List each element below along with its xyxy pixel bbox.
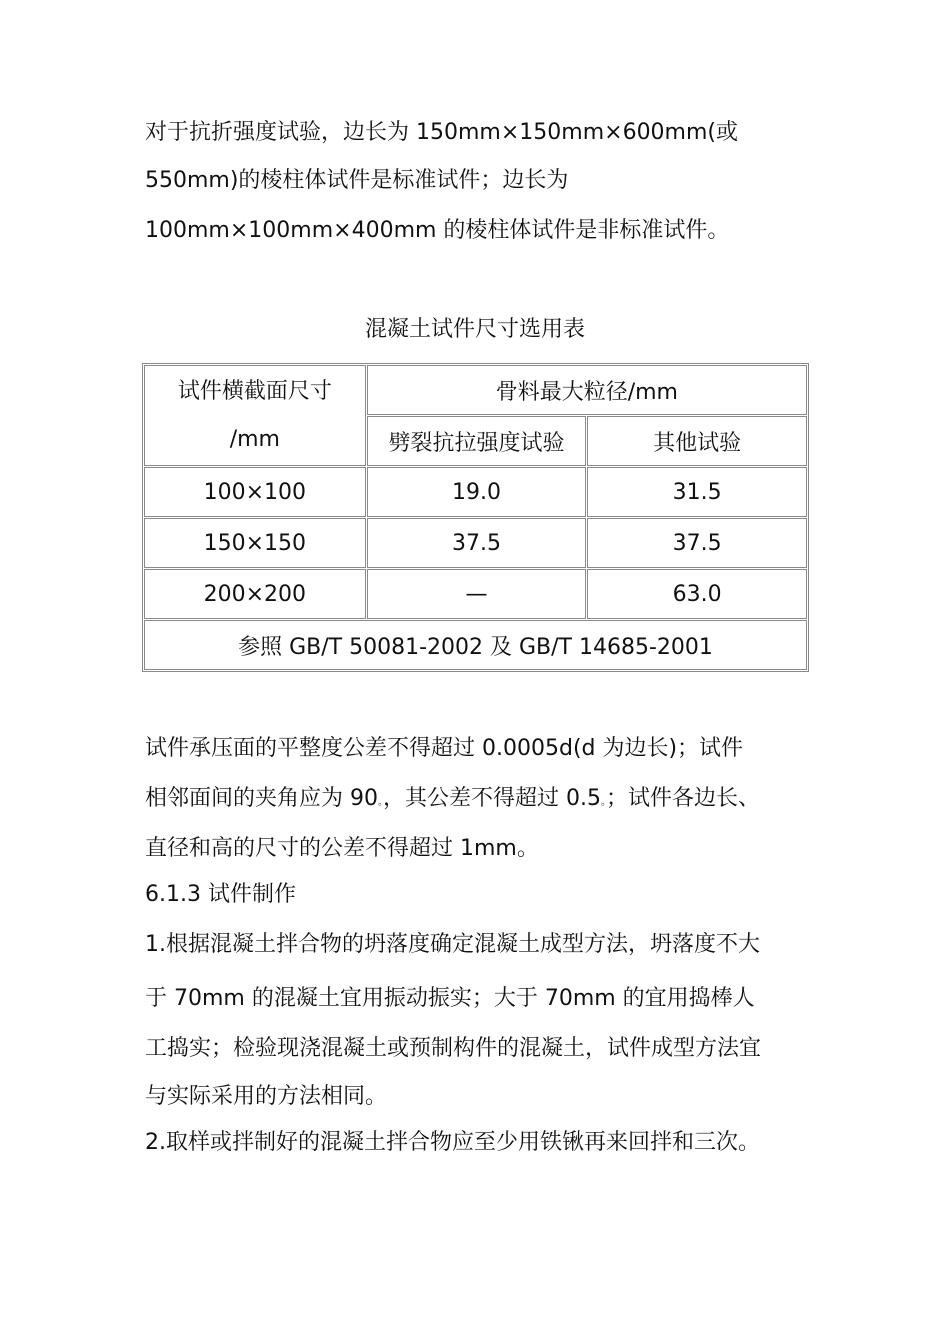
intro-line-2: 550mm)的棱柱体试件是标准试件；边长为: [145, 168, 569, 193]
cell-other: 37.5: [587, 518, 807, 568]
item-1-line-4: 与实际采用的方法相同。: [145, 1084, 388, 1109]
item-1-line-3: 工捣实；检验现浇混凝土或预制构件的混凝土，试件成型方法宜: [145, 1036, 762, 1061]
table-row: [144, 467, 807, 517]
cell-other: 63.0: [587, 569, 807, 619]
specimen-size-table: [142, 363, 809, 672]
cell-other: 31.5: [587, 467, 807, 517]
intro-line-3: 100mm×100mm×400mm 的棱柱体试件是非标准试件。: [145, 218, 730, 243]
intro-line-1: 对于抗折强度试验，边长为 150mm×150mm×600mm(或: [145, 120, 739, 145]
header-cross-section: 试件横截面尺寸 /mm: [144, 365, 366, 466]
cell-size: 200×200: [144, 569, 366, 619]
degree-mark: 。: [378, 797, 383, 808]
table-row: [144, 518, 807, 568]
cell-split: —: [367, 569, 587, 619]
cell-split: 19.0: [367, 467, 587, 517]
paragraph-line-1: 试件承压面的平整度公差不得超过 0.0005d(d 为边长)；试件: [145, 736, 744, 761]
table-reference-note: 参照 GB/T 50081-2002 及 GB/T 14685-2001: [144, 620, 807, 670]
cell-size: 150×150: [144, 518, 366, 568]
paragraph-line-3: 直径和高的尺寸的公差不得超过 1mm。: [145, 836, 539, 861]
header-max-aggregate-size: 骨料最大粒径/mm: [367, 365, 807, 415]
paragraph-line-2: 相邻面间的夹角应为 90。，其公差不得超过 0.5。；试件各边长、: [145, 786, 760, 811]
cell-split: 37.5: [367, 518, 587, 568]
cell-size: 100×100: [144, 467, 366, 517]
degree-mark: 。: [600, 797, 606, 808]
table-caption: 混凝土试件尺寸选用表: [364, 317, 585, 342]
item-1-line-2: 于 70mm 的混凝土宜用振动振实；大于 70mm 的宜用捣棒人: [145, 986, 755, 1011]
section-heading: 6.1.3 试件制作: [145, 882, 296, 907]
table-row: [144, 569, 807, 619]
table-footer-row: [144, 620, 807, 670]
item-1-line-1: 1.根据混凝土拌合物的坍落度确定混凝土成型方法，坍落度不大: [145, 932, 760, 957]
subheader-other-tests: 其他试验: [587, 416, 807, 466]
item-2-line-1: 2.取样或拌制好的混凝土拌合物应至少用铁锹再来回拌和三次。: [145, 1130, 760, 1155]
subheader-split-tensile: 劈裂抗拉强度试验: [367, 416, 587, 466]
table-header-row: [144, 365, 807, 415]
